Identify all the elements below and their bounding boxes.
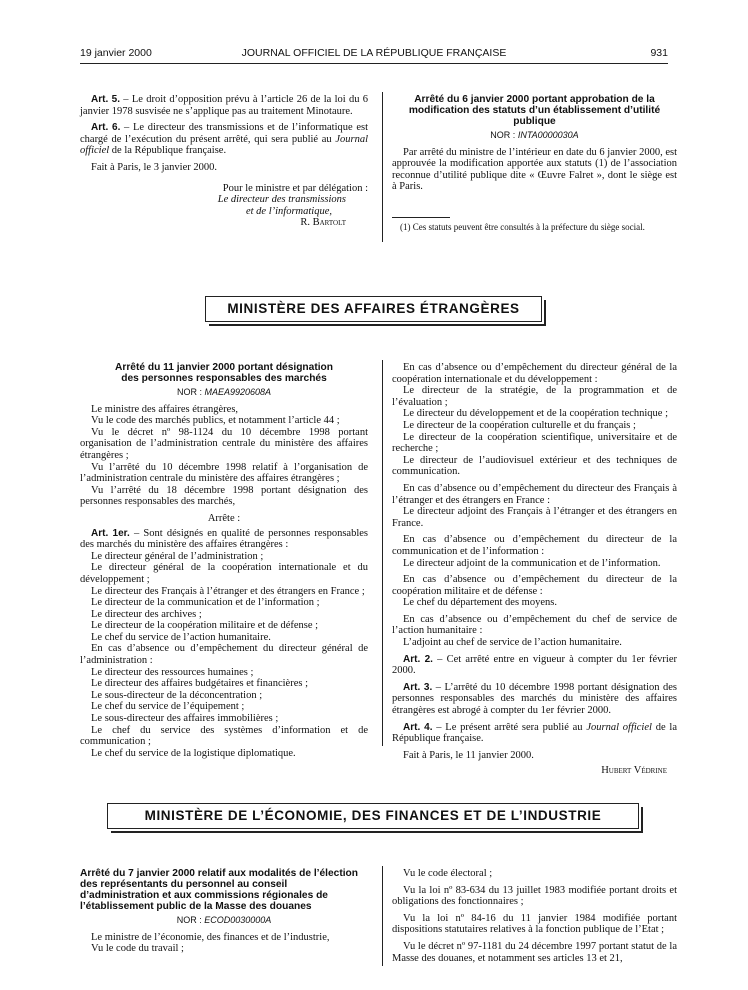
list-item: Le directeur du développement et de la coopération technique ; (403, 408, 669, 420)
ministry-heading-affaires-etrangeres: MINISTÈRE DES AFFAIRES ÉTRANGÈRES (205, 296, 542, 322)
decree-title-statuts: Arrêté du 6 janvier 2000 portant approbation de la modification des statuts d’un établissement d’utilité publique (408, 94, 661, 127)
top-right-column (392, 94, 677, 234)
header-page-number: 931 (650, 47, 668, 59)
page-header (80, 47, 668, 61)
text-paragraph: Le directeur adjoint des Français à l’étranger et des étrangers en France. (392, 506, 677, 529)
text-paragraph: En cas d’absence ou d’empêchement du directeur de la communication et de l’information : (392, 534, 677, 557)
text-paragraph: Le directeur adjoint de la communication et de l’information. (403, 557, 661, 569)
text-paragraph: En cas d’absence ou d’empêchement du directeur des Français à l’étranger et des étrangers en France : (392, 482, 677, 506)
list-item: Le directeur de la stratégie, de la programmation et de l’évaluation ; (392, 385, 677, 408)
list-item: Le sous-directeur des affaires immobilières ; (91, 713, 279, 725)
article-2: Art. 2. – Cet arrêté entre en vigueur à compter du 1er février 2000. (392, 653, 677, 677)
list-item: Le directeur de la coopération militaire et de défense ; (91, 620, 319, 632)
article-6: Art. 6. – Le directeur des transmissions et de l’informatique est chargé de l’exécution du présent arrêté, qui sera publié au Journal officiel de la République française. (80, 122, 368, 157)
list-item: Le directeur de la coopération scientifique, universitaire et de recherche ; (392, 431, 677, 455)
text-paragraph: Vu la loi nº 84-16 du 11 janvier 1984 modifiée portant dispositions statutaires relatives à la fonction publique de l’Etat ; (392, 912, 677, 936)
list-item: Le directeur des ressources humaines ; (91, 666, 254, 678)
nor-reference: NOR : MAEA9920608A (176, 387, 272, 397)
text-paragraph: En cas d’absence ou d’empêchement du directeur général de l’administration : (80, 643, 368, 667)
text-paragraph: Vu le décret nº 98-1124 du 10 décembre 1998 portant organisation de l’administration centrale du ministère des affaires étrangères ; (80, 426, 368, 461)
eco-left-column (80, 868, 368, 955)
decree-body: Par arrêté du ministre de l’intérieur en date du 6 janvier 2000, est approuvée la modification apportée aux statuts (1) de l’association reconnue d’utilité publique dite « Œuvre Falret », dont le siège est à Paris. (392, 146, 677, 193)
text-paragraph: En cas d’absence ou d’empêchement du directeur général de la coopération internationale et du développement : (392, 362, 677, 385)
signer-role-2: et de l’informatique, (245, 205, 332, 217)
signer-name: R. Bartolt (300, 217, 346, 229)
mae-left-column (80, 362, 368, 759)
header-journal-title: JOURNAL OFFICIEL DE LA RÉPUBLIQUE FRANÇAISE (241, 47, 507, 59)
text-paragraph: Vu la loi nº 83-634 du 13 juillet 1983 modifiée portant droits et obligations des fonctionnaires ; (392, 884, 677, 908)
text-paragraph: Vu le décret nº 97-1181 du 24 décembre 1997 portant statut de la Masse des douanes, et notamment ses articles 13 et 21, (392, 940, 677, 964)
article-5: Art. 5. – Le droit d’opposition prévu à l’article 26 de la loi du 6 janvier 1978 susvisée ne s’applique pas au traitement Minotaure. (80, 94, 369, 117)
text-paragraph: Vu le code du travail ; (91, 943, 184, 955)
list-item: Le directeur général de l’administration ; (91, 550, 264, 562)
text-paragraph: En cas d’absence ou d’empêchement du directeur de la coopération militaire et de défense : (392, 574, 677, 597)
signer-role-1: Le directeur des transmissions (217, 194, 346, 206)
eco-right-column (392, 868, 677, 964)
footnote: (1) Ces statuts peuvent être consultés à la préfecture du siège social. (400, 221, 645, 232)
list-item: Le directeur des archives ; (91, 608, 202, 620)
nor-reference: NOR : INTA0000030A (490, 130, 579, 140)
column-divider-middle (382, 360, 383, 746)
text-paragraph: L’adjoint au chef de service de l’action humanitaire. (403, 637, 622, 649)
list-item: Le directeur de la communication et de l’information ; (91, 597, 320, 609)
text-paragraph: Vu l’arrêté du 18 décembre 1998 portant désignation des personnes responsables des marchés, (80, 484, 368, 508)
list-item: Le sous-directeur de la déconcentration ; (91, 689, 263, 701)
list-item: Le chef du service de l’action humanitaire. (91, 631, 271, 643)
list-item: Le directeur de la coopération culturelle et du français ; (403, 419, 636, 431)
text-paragraph: Le chef du département des moyens. (403, 597, 557, 609)
mae-right-column (392, 362, 677, 777)
delegation-line: Pour le ministre et par délégation : (222, 182, 368, 194)
fait-paris-3-janvier: Fait à Paris, le 3 janvier 2000. (91, 161, 217, 173)
list-item: Le directeur de l’audiovisuel extérieur et des techniques de communication. (392, 454, 677, 478)
decree-title-marches: Arrêté du 11 janvier 2000 portant désignation des personnes responsables des marchés (115, 362, 333, 384)
signer-name: Hubert Védrine (601, 765, 667, 777)
list-item: Le chef du service de l’équipement ; (91, 701, 245, 713)
article-3: Art. 3. – L’arrêté du 10 décembre 1998 portant désignation des personnes responsables des marchés du ministère des affaires étrangères est abrogé à compter du 1er février 2000. (392, 681, 678, 717)
header-date: 19 janvier 2000 (80, 47, 152, 59)
footnote-rule (392, 217, 450, 218)
text-paragraph: Vu le code électoral ; (403, 868, 493, 879)
nor-reference: NOR : ECOD0030000A (176, 915, 272, 925)
ministry-heading-economie: MINISTÈRE DE L’ÉCONOMIE, DES FINANCES ET DE L’INDUSTRIE (107, 803, 639, 829)
column-divider-top (382, 92, 383, 242)
arrete-heading: Arrête : (207, 512, 241, 524)
text-paragraph: En cas d’absence ou d’empêchement du chef de service de l’action humanitaire : (392, 613, 677, 637)
list-item: Le chef du service de la logistique diplomatique. (91, 747, 296, 759)
article-4: Art. 4. – Le présent arrêté sera publié au Journal officiel de la République française. (392, 721, 677, 745)
top-left-column (80, 94, 368, 229)
text-paragraph: Le ministre des affaires étrangères, (91, 403, 239, 415)
list-item: Le directeur des Français à l’étranger et des étrangers en France ; (91, 585, 365, 597)
text-paragraph: Le ministre de l’économie, des finances et de l’industrie, (91, 931, 330, 943)
list-item: Le directeur des affaires budgétaires et financières ; (91, 678, 308, 690)
header-rule (80, 63, 668, 64)
column-divider-bottom (382, 866, 383, 966)
text-paragraph: Vu l’arrêté du 10 décembre 1998 relatif à l’organisation de l’administration centrale du ministère des affaires étrangères ; (80, 461, 368, 485)
list-item: Le directeur général de la coopération internationale et du développement ; (80, 562, 368, 585)
text-paragraph: Vu le code des marchés publics, et notamment l’article 44 ; (91, 415, 340, 427)
fait-paris-11-janvier: Fait à Paris, le 11 janvier 2000. (403, 749, 534, 761)
decree-title-election: Arrêté du 7 janvier 2000 relatif aux modalités de l’élection des représentants du personnel au conseil d’administration et aux commissions régionales de l’établissement public de la Masse des douanes (80, 868, 359, 912)
list-item: Le chef du service des systèmes d’information et de communication ; (80, 724, 368, 748)
article-1: Art. 1er. – Sont désignés en qualité de personnes responsables des marchés du ministère des affaires étrangères : (80, 527, 368, 551)
